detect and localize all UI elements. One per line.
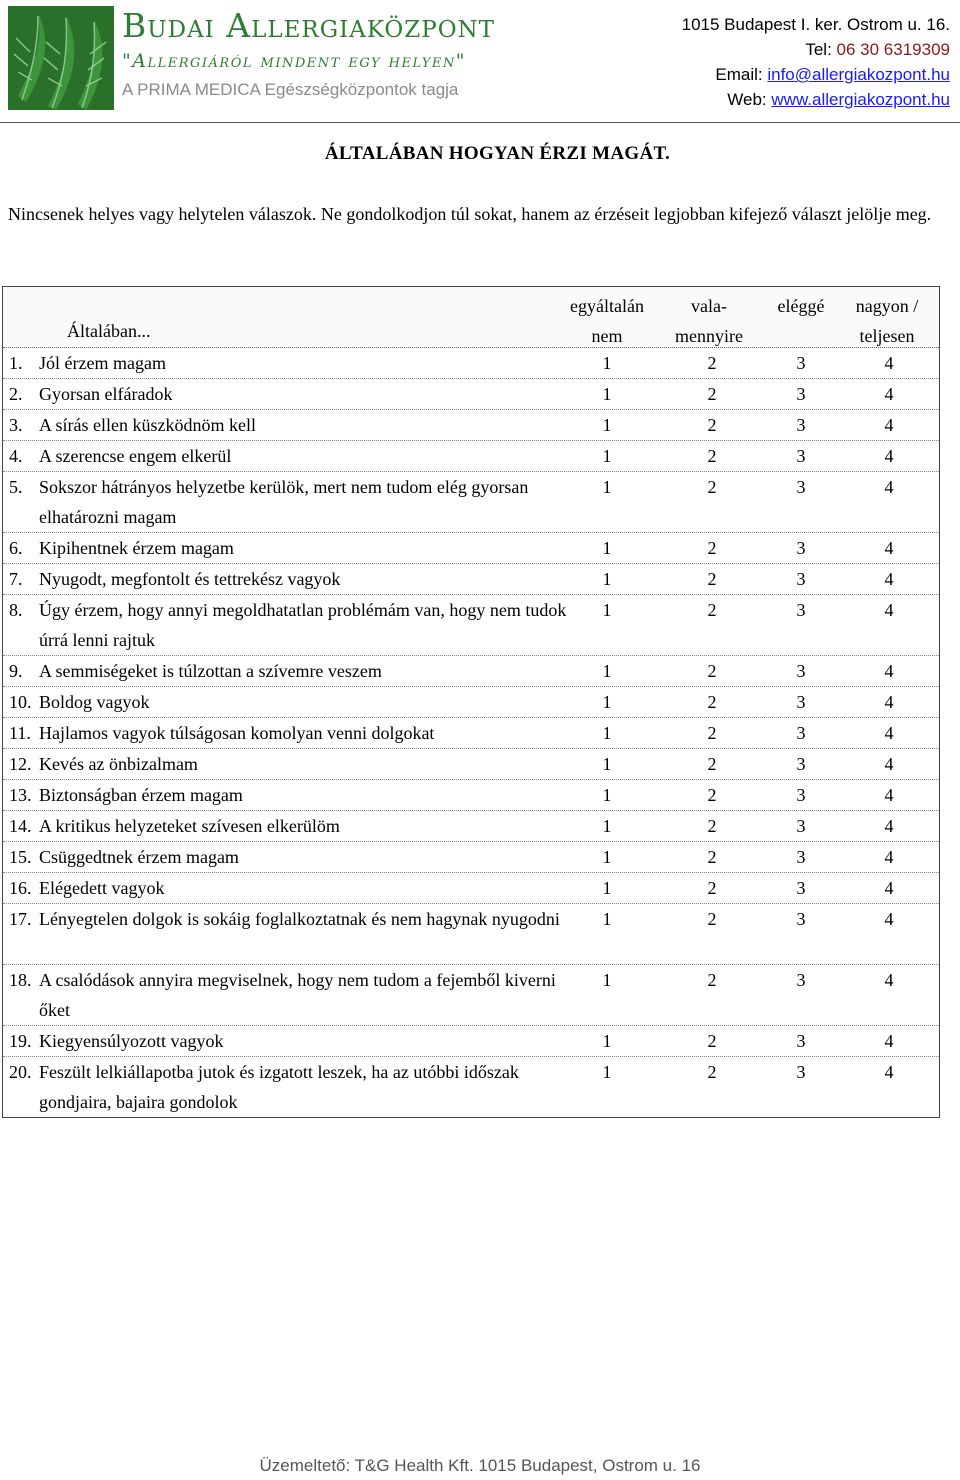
- question-text: [9, 842, 584, 872]
- question-text: [9, 780, 584, 810]
- answer-option-2[interactable]: 2: [707, 538, 717, 558]
- answer-option-2[interactable]: 2: [707, 569, 717, 589]
- answer-option-4[interactable]: 4: [884, 600, 894, 620]
- question-number: 6.: [9, 538, 23, 558]
- answer-option-2[interactable]: 2: [707, 415, 717, 435]
- answer-option-1[interactable]: 1: [602, 847, 612, 867]
- answer-option-2[interactable]: 2: [707, 847, 717, 867]
- table-row: [3, 842, 939, 873]
- answer-option-3[interactable]: 3: [796, 477, 806, 497]
- question-number: 12.: [9, 754, 32, 774]
- question-label: Lényegtelen dolgok is sokáig foglalkoztatnak és nem hagynak nyugodni: [39, 909, 560, 929]
- question-label: Csüggedtnek érzem magam: [39, 847, 239, 867]
- answer-option-2[interactable]: 2: [707, 692, 717, 712]
- column-header-line: nem: [591, 326, 623, 346]
- logo-icon: [8, 6, 114, 110]
- question-number: 2.: [9, 384, 23, 404]
- table-lead-label: Általában...: [67, 321, 151, 341]
- email-label: Email:: [715, 65, 763, 84]
- answer-option-3[interactable]: 3: [796, 415, 806, 435]
- column-header-line: eléggé: [777, 296, 825, 316]
- question-number: 5.: [9, 477, 23, 497]
- question-label: Boldog vagyok: [39, 692, 150, 712]
- email-link[interactable]: info@allergiakozpont.hu: [767, 65, 950, 84]
- answer-option-4[interactable]: 4: [884, 384, 894, 404]
- answer-option-1[interactable]: 1: [602, 909, 612, 929]
- question-text: [9, 749, 584, 779]
- question-label: Gyorsan elfáradok: [39, 384, 173, 404]
- table-row: [3, 348, 939, 379]
- answer-option-1[interactable]: 1: [602, 384, 612, 404]
- answer-option-4[interactable]: 4: [884, 538, 894, 558]
- answer-option-1[interactable]: 1: [602, 692, 612, 712]
- answer-option-3[interactable]: 3: [796, 816, 806, 836]
- answer-option-1[interactable]: 1: [602, 970, 612, 990]
- page-header: [0, 0, 960, 123]
- answer-option-3[interactable]: 3: [796, 847, 806, 867]
- question-number: 15.: [9, 847, 32, 867]
- question-number: 17.: [9, 909, 32, 929]
- answer-option-2[interactable]: 2: [707, 785, 717, 805]
- column-header-not-at-all: [552, 291, 662, 351]
- question-label: Kiegyensúlyozott vagyok: [39, 1031, 224, 1051]
- question-text: [9, 595, 584, 655]
- question-text: [9, 348, 584, 378]
- table-row: [3, 656, 939, 687]
- question-label: Elégedett vagyok: [39, 878, 165, 898]
- answer-option-4[interactable]: 4: [884, 353, 894, 373]
- question-label: Hajlamos vagyok túlságosan komolyan venni dolgokat: [39, 723, 435, 743]
- question-label: Úgy érzem, hogy annyi megoldhatatlan problémám van, hogy nem tudok úrrá lenni rajtuk: [39, 600, 567, 650]
- answer-option-2[interactable]: 2: [707, 1031, 717, 1051]
- question-text: [9, 564, 584, 594]
- answer-option-2[interactable]: 2: [707, 816, 717, 836]
- question-text: [9, 811, 584, 841]
- question-number: 18.: [9, 970, 32, 990]
- question-text: [9, 441, 584, 471]
- answer-option-1[interactable]: 1: [602, 600, 612, 620]
- answer-option-4[interactable]: 4: [884, 754, 894, 774]
- table-row: [3, 533, 939, 564]
- email-row: [682, 62, 950, 87]
- phone-row: [682, 37, 950, 62]
- table-row: [3, 687, 939, 718]
- address: 1015 Budapest I. ker. Ostrom u. 16.: [681, 15, 950, 34]
- question-text: [9, 656, 584, 686]
- answer-option-1[interactable]: 1: [602, 538, 612, 558]
- question-number: 16.: [9, 878, 32, 898]
- answer-option-1[interactable]: 1: [602, 878, 612, 898]
- answer-option-1[interactable]: 1: [602, 1062, 612, 1082]
- answer-option-3[interactable]: 3: [796, 353, 806, 373]
- answer-option-1[interactable]: 1: [602, 816, 612, 836]
- answer-option-3[interactable]: 3: [796, 723, 806, 743]
- question-label: A szerencse engem elkerül: [39, 446, 232, 466]
- intro-text: Nincsenek helyes vagy helytelen válaszok. Ne gondolkodjon túl sokat, hanem az érzéseit legjobban kifejező választ jelölje meg.: [8, 204, 932, 224]
- answer-option-1[interactable]: 1: [602, 477, 612, 497]
- answer-option-4[interactable]: 4: [884, 446, 894, 466]
- answer-option-1[interactable]: 1: [602, 785, 612, 805]
- question-text: [9, 1026, 584, 1056]
- web-label: Web:: [727, 90, 767, 109]
- question-number: 8.: [9, 600, 23, 620]
- question-text: [9, 904, 584, 934]
- answer-option-1[interactable]: 1: [602, 723, 612, 743]
- answer-option-1[interactable]: 1: [602, 415, 612, 435]
- question-label: Feszült lelkiállapotba jutok és izgatott leszek, ha az utóbbi időszak gondjaira, bajaira gondolok: [39, 1062, 519, 1112]
- answer-option-3[interactable]: 3: [796, 970, 806, 990]
- table-row: [3, 595, 939, 656]
- brand-name: Budai Allergiaközpont: [122, 6, 496, 45]
- answer-option-4[interactable]: 4: [884, 847, 894, 867]
- question-number: 19.: [9, 1031, 32, 1051]
- question-label: Sokszor hátrányos helyzetbe kerülök, mert nem tudom elég gyorsan elhatározni magam: [39, 477, 529, 527]
- question-number: 3.: [9, 415, 23, 435]
- table-row: [3, 1057, 939, 1117]
- question-label: A kritikus helyzeteket szívesen elkerülöm: [39, 816, 340, 836]
- answer-option-3[interactable]: 3: [796, 446, 806, 466]
- table-row: [3, 441, 939, 472]
- answer-option-3[interactable]: 3: [796, 569, 806, 589]
- question-text: [9, 718, 584, 748]
- table-row: [3, 904, 939, 965]
- questionnaire-table: [2, 286, 940, 1118]
- leaf-pattern-icon: [8, 6, 114, 110]
- contact-block: [682, 12, 950, 112]
- answer-option-4[interactable]: 4: [884, 477, 894, 497]
- question-label: A semmiségeket is túlzottan a szívemre veszem: [39, 661, 382, 681]
- answer-option-2[interactable]: 2: [707, 600, 717, 620]
- page-footer: Üzemeltető: T&G Health Kft. 1015 Budapest, Ostrom u. 16: [259, 1456, 701, 1475]
- table-row: [3, 410, 939, 441]
- answer-option-2[interactable]: 2: [707, 661, 717, 681]
- table-body: [3, 348, 939, 1117]
- answer-option-3[interactable]: 3: [796, 1031, 806, 1051]
- answer-option-3[interactable]: 3: [796, 661, 806, 681]
- table-row: [3, 749, 939, 780]
- table-row: [3, 873, 939, 904]
- table-row: [3, 811, 939, 842]
- brand-subtitle: A PRIMA MEDICA Egészségközpontok tagja: [122, 80, 459, 99]
- phone-label: Tel:: [805, 40, 832, 59]
- question-number: 4.: [9, 446, 23, 466]
- question-label: Nyugodt, megfontolt és tettrekész vagyok: [39, 569, 341, 589]
- question-text: [9, 687, 584, 717]
- answer-option-3[interactable]: 3: [796, 754, 806, 774]
- question-label: A sírás ellen küszködnöm kell: [39, 415, 256, 435]
- table-row: [3, 379, 939, 410]
- question-number: 9.: [9, 661, 23, 681]
- answer-option-3[interactable]: 3: [796, 909, 806, 929]
- answer-option-2[interactable]: 2: [707, 384, 717, 404]
- question-number: 10.: [9, 692, 32, 712]
- answer-option-2[interactable]: 2: [707, 723, 717, 743]
- column-header-line: vala-: [691, 296, 727, 316]
- answer-option-2[interactable]: 2: [707, 754, 717, 774]
- answer-option-3[interactable]: 3: [796, 1062, 806, 1082]
- web-link[interactable]: www.allergiakozpont.hu: [771, 90, 950, 109]
- answer-option-3[interactable]: 3: [796, 878, 806, 898]
- question-label: Jól érzem magam: [39, 353, 166, 373]
- answer-option-2[interactable]: 2: [707, 353, 717, 373]
- table-row: [3, 780, 939, 811]
- column-header-line: egyáltalán: [570, 296, 644, 316]
- answer-option-4[interactable]: 4: [884, 909, 894, 929]
- answer-option-3[interactable]: 3: [796, 384, 806, 404]
- column-header-line: mennyire: [675, 326, 743, 346]
- brand-tagline: "Allergiáról mindent egy helyen": [122, 50, 466, 72]
- answer-option-4[interactable]: 4: [884, 878, 894, 898]
- answer-option-2[interactable]: 2: [707, 1062, 717, 1082]
- question-number: 1.: [9, 353, 23, 373]
- answer-option-2[interactable]: 2: [707, 477, 717, 497]
- question-number: 7.: [9, 569, 23, 589]
- question-label: Kipihentnek érzem magam: [39, 538, 234, 558]
- answer-option-1[interactable]: 1: [602, 1031, 612, 1051]
- answer-option-2[interactable]: 2: [707, 909, 717, 929]
- answer-option-2[interactable]: 2: [707, 970, 717, 990]
- question-label: Kevés az önbizalmam: [39, 754, 198, 774]
- table-row: [3, 472, 939, 533]
- answer-option-4[interactable]: 4: [884, 692, 894, 712]
- question-number: 13.: [9, 785, 32, 805]
- question-text: [9, 472, 584, 532]
- answer-option-4[interactable]: 4: [884, 816, 894, 836]
- answer-option-2[interactable]: 2: [707, 446, 717, 466]
- question-text: [9, 379, 584, 409]
- brand-block: [122, 6, 495, 100]
- page-title: ÁLTALÁBAN HOGYAN ÉRZI MAGÁT.: [324, 143, 671, 164]
- table-row: [3, 965, 939, 1026]
- answer-option-3[interactable]: 3: [796, 785, 806, 805]
- question-text: [9, 1057, 584, 1117]
- answer-option-4[interactable]: 4: [884, 415, 894, 435]
- table-row: [3, 718, 939, 749]
- table-row: [3, 1026, 939, 1057]
- answer-option-4[interactable]: 4: [884, 970, 894, 990]
- answer-option-4[interactable]: 4: [884, 1062, 894, 1082]
- column-header-line: teljesen: [859, 326, 915, 346]
- answer-option-2[interactable]: 2: [707, 878, 717, 898]
- answer-option-3[interactable]: 3: [796, 692, 806, 712]
- column-header-line: nagyon /: [855, 296, 919, 316]
- question-text: [9, 873, 584, 903]
- answer-option-3[interactable]: 3: [796, 600, 806, 620]
- answer-option-1[interactable]: 1: [602, 353, 612, 373]
- answer-option-4[interactable]: 4: [884, 785, 894, 805]
- question-number: 14.: [9, 816, 32, 836]
- question-text: [9, 965, 584, 1025]
- answer-option-1[interactable]: 1: [602, 661, 612, 681]
- web-row: [682, 87, 950, 112]
- table-row: [3, 564, 939, 595]
- table-header: [3, 287, 939, 348]
- question-text: [9, 410, 584, 440]
- answer-option-4[interactable]: 4: [884, 723, 894, 743]
- question-label: Biztonságban érzem magam: [39, 785, 243, 805]
- answer-option-1[interactable]: 1: [602, 569, 612, 589]
- question-number: 20.: [9, 1062, 32, 1082]
- column-header-very-much: [832, 291, 942, 351]
- answer-option-1[interactable]: 1: [602, 754, 612, 774]
- answer-option-1[interactable]: 1: [602, 446, 612, 466]
- answer-option-3[interactable]: 3: [796, 538, 806, 558]
- phone-value: 06 30 6319309: [836, 40, 950, 59]
- question-number: 11.: [9, 723, 31, 743]
- question-text: [9, 533, 584, 563]
- answer-option-4[interactable]: 4: [884, 569, 894, 589]
- answer-option-4[interactable]: 4: [884, 661, 894, 681]
- question-label: A csalódások annyira megviselnek, hogy nem tudom a fejemből kiverni őket: [39, 970, 556, 1020]
- answer-option-4[interactable]: 4: [884, 1031, 894, 1051]
